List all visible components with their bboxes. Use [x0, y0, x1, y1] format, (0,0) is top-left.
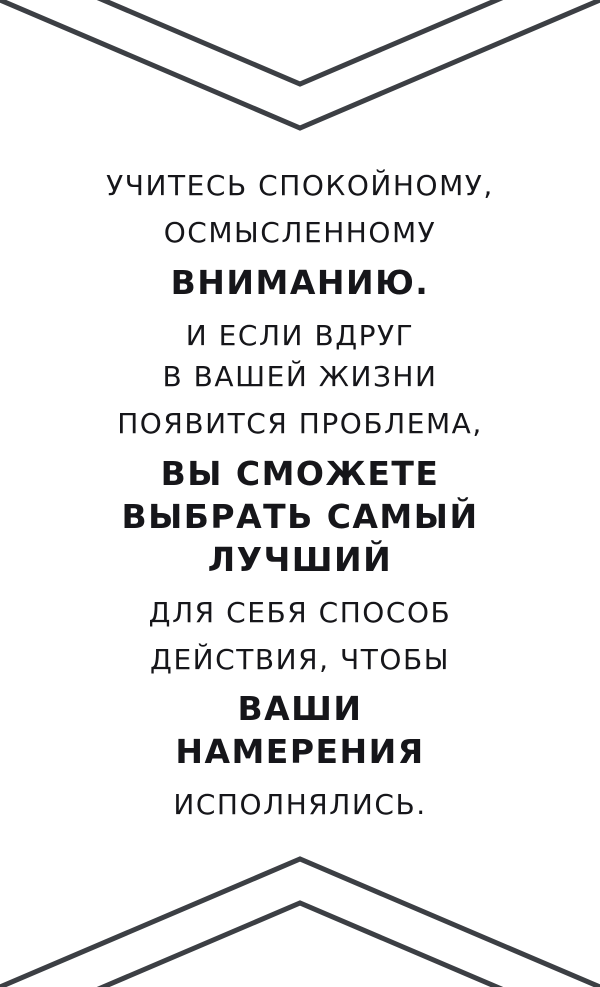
quote-line-emphasis: ВАШИ: [237, 689, 363, 729]
quote-line: ОСМЫСЛЕННОМУ: [163, 216, 437, 250]
quote-line: И ЕСЛИ ВДРУГ: [185, 318, 415, 352]
quote-line: В ВАШЕЙ ЖИЗНИ: [162, 360, 438, 394]
quote-line: УЧИТЕСЬ СПОКОЙНОМУ,: [106, 169, 494, 202]
chevron-ornament-bottom: [0, 847, 600, 987]
quote-line: ПОЯВИТСЯ ПРОБЛЕМА,: [117, 407, 483, 441]
quote-line-emphasis: ЛУЧШИЙ: [207, 539, 393, 579]
quote-line-emphasis: ВЫБРАТЬ САМЫЙ: [121, 496, 479, 536]
quote-line: ДЕЙСТВИЯ, ЧТОБЫ: [150, 642, 450, 676]
chevron-ornament-top: [0, 0, 600, 140]
quote-line-emphasis: ВНИМАНИЮ.: [170, 262, 430, 302]
quote-line: ДЛЯ СЕБЯ СПОСОБ: [148, 595, 452, 629]
quote-line-emphasis: НАМЕРЕНИЯ: [175, 732, 425, 772]
quote-line-emphasis: ВЫ СМОЖЕТЕ: [160, 453, 440, 493]
quote-text-block: [0, 170, 600, 837]
quote-line: ИСПОЛНЯЛИСЬ.: [173, 788, 427, 822]
